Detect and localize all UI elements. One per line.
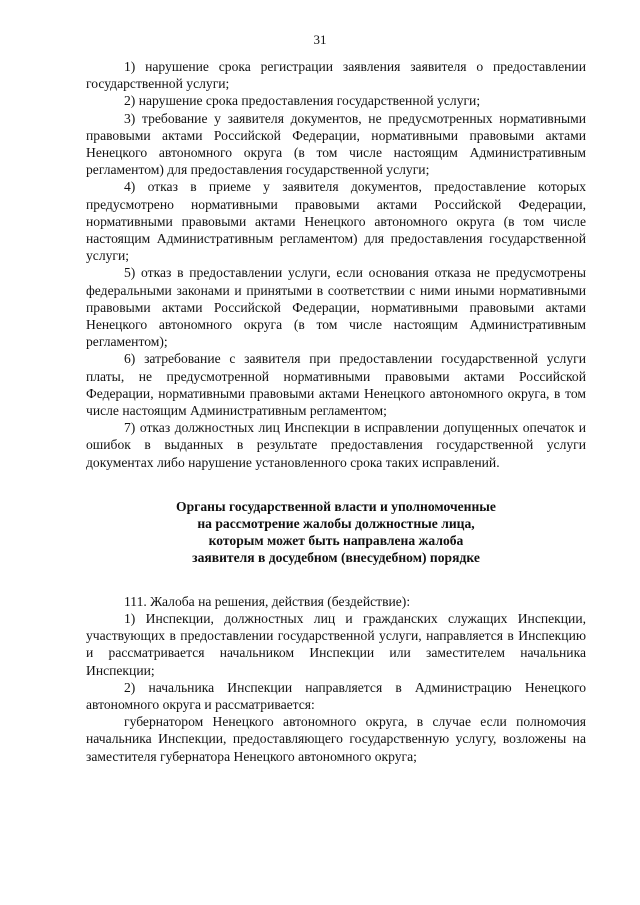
- clause-111-item-2-governor: губернатором Ненецкого автономного округа, в случае если полномочия начальника Инспекции, предоставляющего государственную услугу, возложены на заместителя губернатора Ненецкого автономного округа;: [86, 714, 586, 764]
- list-item-4: 4) отказ в приеме у заявителя документов, предоставление которых предусмотрено нормативными правовыми актами Российской Федерации, нормативными правовыми актами Ненецкого автономного округа (в том числе настоящим Административным регламентом) для предоставления государственной услуги;: [86, 179, 586, 264]
- clause-111-item-1: 1) Инспекции, должностных лиц и гражданских служащих Инспекции, участвующих в предоставлении государственной услуги, направляется в Инспекцию и рассматривается начальником Инспекции или заместителем начальника Инспекции;: [86, 610, 586, 678]
- clause-111: 111. Жалоба на решения, действия (бездействие):: [124, 593, 411, 609]
- page-number: 31: [313, 32, 327, 47]
- list-item-1: 1) нарушение срока регистрации заявления заявителя о предоставлении государственной услуги;: [86, 59, 586, 92]
- list-item-2: 2) нарушение срока предоставления государственной услуги;: [124, 93, 481, 109]
- list-item-3: 3) требование у заявителя документов, не предусмотренных нормативными правовыми актами Российской Федерации, нормативными правовыми актами Ненецкого автономного округа (в том числе настоящим Административным регламентом) для предоставления государственной услуги;: [86, 110, 586, 178]
- list-item-7: 7) отказ должностных лиц Инспекции в исправлении допущенных опечаток и ошибок в выданных в результате предоставления государственной услуги документах либо нарушение установленного срока таких исправлений.: [86, 420, 586, 470]
- heading-line-2: на рассмотрение жалобы должностные лица,: [197, 516, 475, 532]
- clause-111-item-2: 2) начальника Инспекции направляется в Администрацию Ненецкого автономного округа и рассматривается:: [86, 679, 586, 712]
- list-item-6: 6) затребование с заявителя при предоставлении государственной услуги платы, не предусмотренной нормативными правовыми актами Российской Федерации, нормативными правовыми актами Ненецкого автономного округа, в том числе настоящим Административным регламентом;: [86, 351, 586, 419]
- heading-line-3: которым может быть направлена жалоба: [208, 533, 464, 549]
- heading-line-1: Органы государственной власти и уполномоченные: [176, 498, 496, 514]
- list-item-5: 5) отказ в предоставлении услуги, если основания отказа не предусмотрены федеральными законами и принятыми в соответствии с ними иными нормативными правовыми актами Российской Федерации, нормативными правовыми актами Ненецкого автономного округа (в том числе настоящим Административным регламентом);: [86, 265, 586, 350]
- heading-line-4: заявителя в досудебном (внесудебном) порядке: [192, 550, 480, 566]
- section-heading: [86, 498, 586, 567]
- document-body: [86, 58, 586, 765]
